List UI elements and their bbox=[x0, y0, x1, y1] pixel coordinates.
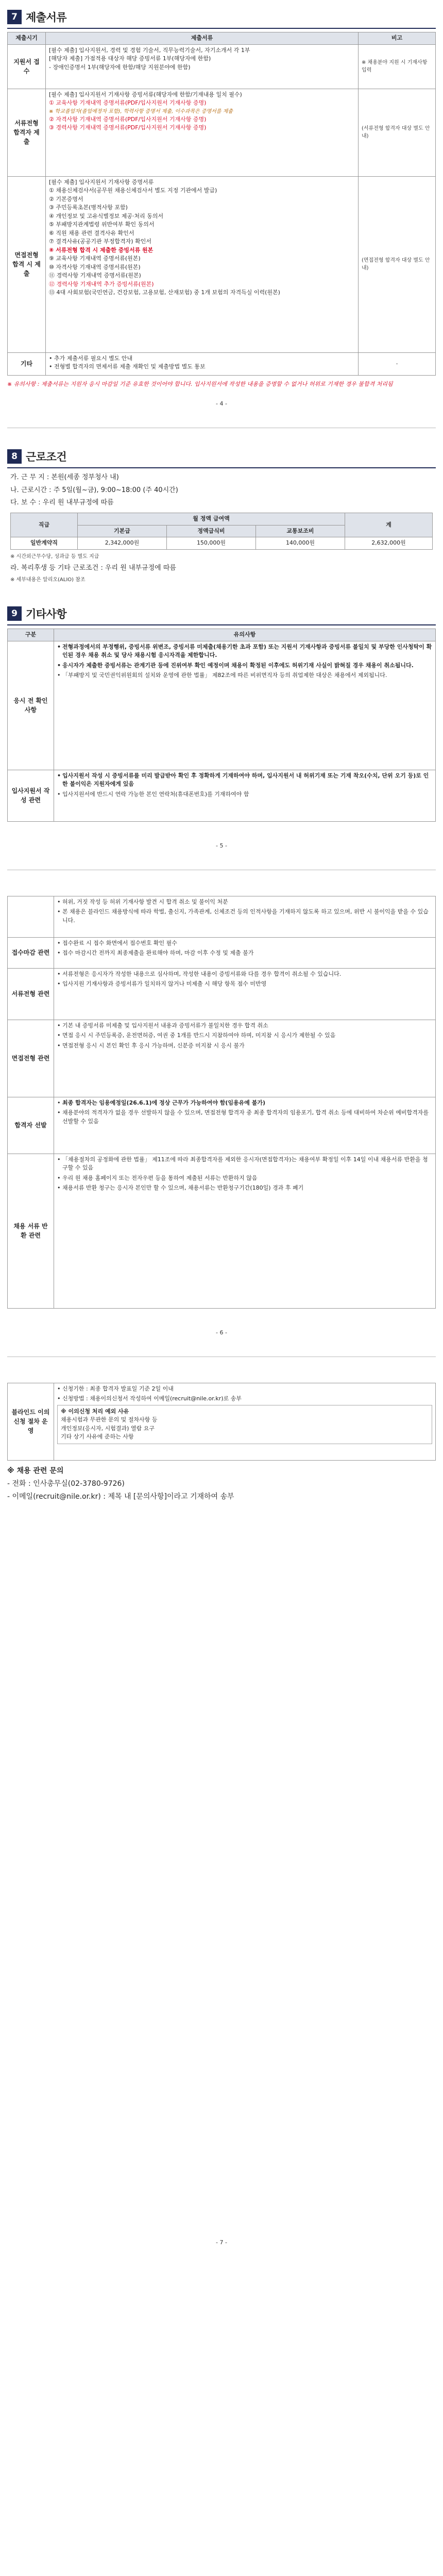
section-title: 기타사항 bbox=[26, 608, 67, 621]
row-label: 면접전형 합격 시 제출 bbox=[8, 176, 46, 352]
section-number: 7 bbox=[7, 10, 22, 24]
col-header: 구분 bbox=[8, 629, 54, 641]
exception-box bbox=[57, 1405, 432, 1444]
exception-item: 기타 상기 사유에 준하는 사항 bbox=[61, 1433, 134, 1440]
table-row bbox=[8, 770, 436, 821]
table-cell: 일반계약직 bbox=[11, 537, 78, 550]
list-item: • 신청방법 : 채용이의신청서 작성하여 이메일(recruit@nile.or.kr)로 송부 bbox=[57, 1395, 432, 1403]
row-label bbox=[8, 896, 54, 937]
table-row bbox=[8, 176, 436, 352]
doc-line: [필수 제출] 입사지원서 기재사항 증빙서류(해당자에 한함/기재내용 일치 필수) bbox=[49, 91, 242, 98]
doc-line: ② 기본증명서 bbox=[49, 195, 83, 202]
col-header: 제출서류 bbox=[46, 32, 359, 45]
section-8-header bbox=[7, 449, 436, 464]
table-row bbox=[8, 896, 436, 937]
section-rule bbox=[7, 467, 436, 468]
doc-line: ⑨ 교육사항 기재내역 증명서류(원본) bbox=[49, 255, 141, 262]
doc-line: ① 교육사항 기재내역 증명서류(PDF/입사지원서 기재사항 증명) bbox=[49, 99, 207, 106]
work-hours: 나. 근로시간 : 주 5일(월~금), 9:00~18:00 (주 40시간) bbox=[10, 486, 178, 494]
doc-line: • 전형별 합격자의 면제서류 제출 재확인 및 제출방법 별도 통보 bbox=[49, 363, 206, 370]
list-item: • 채용서류 반환 청구는 응시자 본인만 할 수 있으며, 채용서류는 반환청구기간(180일) 경과 후 폐기 bbox=[57, 1184, 432, 1193]
row-label: 합격자 선발 bbox=[8, 1097, 54, 1154]
salary-footnote: ※ 시간외근무수당, 성과급 등 별도 지급 bbox=[10, 553, 99, 560]
list-item: • 본 채용은 블라인드 채용방식에 따라 학벌, 출신지, 가족관계, 신체조건 등의 인적사항을 기재하지 않도록 하고 있으며, 위반 시 불이익을 받을 수 있습니다. bbox=[57, 908, 432, 925]
list-item: • 서류전형은 응시자가 작성한 내용으로 심사하며, 작성한 내용이 증빙서류와 다를 경우 합격이 취소될 수 있습니다. bbox=[57, 970, 432, 979]
notes-table bbox=[7, 629, 436, 822]
page-number: - 6 - bbox=[216, 1329, 227, 1336]
table-row bbox=[8, 1383, 436, 1460]
objection-table bbox=[7, 1383, 436, 1461]
exception-item: 개인정보(응시자, 시험결과) 열람 요구 bbox=[61, 1425, 155, 1432]
row-label: 기타 bbox=[8, 352, 46, 375]
row-content bbox=[54, 937, 436, 968]
doc-line: [필수 제출] 입사지원서 기재사항 증명서류 bbox=[49, 178, 154, 185]
table-row bbox=[8, 1154, 436, 1308]
table-cell: 140,000원 bbox=[256, 537, 345, 550]
doc-line: ① 채용신체검사서(공무원 채용신체검사서 별도 지정 기관에서 발급) bbox=[49, 187, 217, 194]
list-item: • 신청기한 : 최종 합격자 발표일 기준 2일 이내 bbox=[57, 1385, 432, 1394]
page-number: - 5 - bbox=[216, 842, 227, 849]
table-row bbox=[8, 1097, 436, 1154]
row-label: 서류전형 관련 bbox=[8, 968, 54, 1020]
section-number: 9 bbox=[7, 606, 22, 621]
table-row bbox=[8, 1020, 436, 1097]
table-row bbox=[8, 641, 436, 770]
section-rule bbox=[7, 624, 436, 625]
row-content bbox=[46, 176, 359, 352]
row-content bbox=[54, 1383, 436, 1460]
doc-line: ⑫ 경력사항 기재내역 추가 증빙서류(원본) bbox=[49, 280, 154, 287]
row-content bbox=[46, 44, 359, 89]
row-label: 응시 전 확인 사항 bbox=[8, 641, 54, 770]
row-content bbox=[54, 1020, 436, 1097]
doc-line: - 장애인증명서 1부(해당자에 한함/해당 지원분야에 한함) bbox=[49, 63, 191, 71]
row-label: 지원서 접수 bbox=[8, 44, 46, 89]
documents-table bbox=[7, 32, 436, 376]
doc-line: ⑬ 4대 사회보험(국민연금, 건강보험, 고용보험, 산재보험) 중 1개 보험의 자격득실 이력(원본) bbox=[49, 289, 280, 296]
row-content bbox=[54, 641, 436, 770]
table-row bbox=[8, 968, 436, 1020]
doc-line: ※ 학교졸업자(졸업예정자 포함), 학력사항 증명서 제출, 이수과목은 증명서를 제출 bbox=[49, 108, 233, 114]
col-header: 유의사항 bbox=[54, 629, 436, 641]
list-item: • 면접전형 응시 시 본인 확인 후 응시 가능하며, 신분증 미지참 시 응시 불가 bbox=[57, 1042, 432, 1050]
list-item-text: 최종 합격자는 임용예정일(26.6.1)에 정상 근무가 가능하여야 함(임용유예 불가) bbox=[62, 1099, 266, 1106]
table-cell: 2,342,000원 bbox=[78, 537, 167, 550]
contact-block bbox=[7, 1465, 436, 1504]
section-7-header bbox=[7, 9, 436, 25]
doc-line: ⑤ 부패방지관계법령 위반여부 확인 동의서 bbox=[49, 221, 155, 228]
list-item: • 응시자가 제출한 증빙서류는 관계기관 등에 진위여부 확인 예정이며 채용이 확정된 이후에도 허위기재 사실이 밝혀질 경우 채용이 취소됩니다. bbox=[57, 662, 432, 670]
doc-line: ② 자격사항 기재내역 증명서류(PDF/입사지원서 기재사항 증명) bbox=[49, 115, 207, 123]
doc-line: ③ 주민등록초본(병적사항 포함) bbox=[49, 204, 128, 211]
work-location: 가. 근 무 지 : 본원(세종 정부청사 내) bbox=[10, 473, 119, 482]
row-content bbox=[54, 1154, 436, 1308]
doc-line: • 추가 제출서류 필요시 별도 안내 bbox=[49, 354, 133, 362]
section-title: 근로조건 bbox=[26, 451, 67, 464]
caution-note: ※ 유의사항 : 제출서류는 지원자 응시 마감일 기준 유효한 것이어야 합니다. 입사지원서에 작성한 내용을 증명할 수 없거나 허위로 기재한 경우 불합격 처리됨 bbox=[7, 380, 393, 387]
col-header: 기본급 bbox=[78, 525, 167, 537]
row-remark: (서류전형 합격자 대상 별도 안내) bbox=[359, 89, 436, 176]
table-cell: 2,632,000원 bbox=[345, 537, 433, 550]
contact-email: - 이메일(recruit@nile.or.kr) : 제목 내 [문의사항]이라고 기재하여 송부 bbox=[7, 1493, 234, 1501]
col-header: 직급 bbox=[11, 513, 78, 537]
row-label: 서류전형 합격자 제출 bbox=[8, 89, 46, 176]
list-item: • 「부패방지 및 국민권익위원회의 설치와 운영에 관한 법률」 제82조에 따른 비위면직자 등의 취업제한 대상은 채용에서 제외됩니다. bbox=[57, 671, 432, 680]
exception-item: 채용시험과 무관한 문의 및 절차사항 등 bbox=[61, 1416, 158, 1423]
col-header: 비고 bbox=[359, 32, 436, 45]
doc-line: ④ 개인정보 및 고유식별정보 제공·처리 동의서 bbox=[49, 212, 164, 219]
row-content bbox=[46, 352, 359, 375]
doc-line: ⑩ 자격사항 기재내역 증명서류(원본) bbox=[49, 263, 141, 270]
list-item: • 허위, 거짓 작성 등 허위 기재사항 발견 시 합격 취소 및 불이익 처분 bbox=[57, 898, 432, 907]
welfare-footnote: ※ 세부내용은 알리오(ALIO) 참조 bbox=[10, 577, 86, 583]
section-number: 8 bbox=[7, 449, 22, 464]
doc-line: ⑦ 결격사유(공공기관 부정합격자) 확인서 bbox=[49, 238, 151, 245]
contact-phone: - 전화 : 인사총무실(02-3780-9726) bbox=[7, 1480, 125, 1488]
col-header: 교통보조비 bbox=[256, 525, 345, 537]
notes-table-continued bbox=[7, 896, 436, 1309]
list-item: • 전형과정에서의 부정행위, 증빙서류 위변조, 증빙서류 미제출(채용기한 초과 포함) 또는 지원서 기재사항과 증빙서류 불일치 및 부당한 인사청탁이 확인된 경우 채용 취소 및 당사 채용시험 응시자격을 제한합니다. bbox=[57, 643, 432, 660]
row-remark: ※ 채용분야 지원 시 기재사항 입력 bbox=[359, 44, 436, 89]
list-item: • 입사지원서에 반드시 연락 가능한 본인 연락처(휴대폰번호)를 기재하여야 함 bbox=[57, 790, 432, 799]
list-item: • 기본 내 증빙서류 미제출 및 입사지원서 내용과 증빙서류가 불일치한 경우 합격 취소 bbox=[57, 1022, 432, 1030]
list-item: • 면접 응시 시 주민등록증, 운전면허증, 여권 중 1개를 반드시 지참하여야 하며, 미지참 시 응시가 제한될 수 있음 bbox=[57, 1031, 432, 1040]
table-row bbox=[8, 937, 436, 968]
row-label: 입사지원서 작성 관련 bbox=[8, 770, 54, 821]
doc-line: ⑪ 경력사항 기재내역 증명서류(원본) bbox=[49, 272, 141, 279]
list-item: • 채용분야의 적격자가 없을 경우 선발하지 않을 수 있으며, 면접전형 합격자 중 최종 합격자의 임용포기, 합격 취소 등에 대비하여 차순위 예비합격자를 선발할 수 있음 bbox=[57, 1109, 432, 1126]
row-label: 채용 서류 반환 관련 bbox=[8, 1154, 54, 1308]
doc-line: ③ 경력사항 기재내역 증명서류(PDF/입사지원서 기재사항 증명) bbox=[49, 124, 207, 131]
row-content bbox=[46, 89, 359, 176]
list-item: • 접수 마감시간 전까지 최종제출을 완료해야 하며, 마감 이후 수정 및 제출 불가 bbox=[57, 949, 432, 958]
page-number: - 7 - bbox=[216, 2239, 227, 2246]
table-row bbox=[8, 352, 436, 375]
table-row bbox=[8, 44, 436, 89]
list-item: • 우리 원 채용 홈페이지 또는 전자우편 등을 통하여 제출된 서류는 반환하지 않음 bbox=[57, 1174, 432, 1183]
row-remark: (면접전형 합격자 대상 별도 안내) bbox=[359, 176, 436, 352]
salary-table bbox=[10, 513, 433, 550]
col-header: 월 정액 급여액 bbox=[78, 513, 345, 526]
salary-line: 다. 보 수 : 우리 원 내부규정에 따름 bbox=[10, 499, 114, 507]
col-header: 계 bbox=[345, 513, 433, 537]
doc-line: ⑧ 서류전형 합격 시 제출한 증빙서류 원본 bbox=[49, 246, 154, 253]
list-item: • 입사지원 기재사항과 증빙서류가 일치하지 않거나 미제출 시 해당 항목 점수 미반영 bbox=[57, 980, 432, 989]
row-content bbox=[54, 968, 436, 1020]
exception-title: ※ 이의신청 처리 예외 사유 bbox=[61, 1408, 129, 1415]
row-remark: - bbox=[359, 352, 436, 375]
section-title: 제출서류 bbox=[26, 11, 67, 24]
row-label: 면접전형 관련 bbox=[8, 1020, 54, 1097]
list-item: • 입사지원서 작성 시 증빙서류를 미리 발급받아 확인 후 정확하게 기재하여야 하며, 입사지원서 내 허위기재 또는 기재 착오(수치, 단위 오기 등)로 인한 불이익은 지원자에게 있음 bbox=[57, 772, 432, 789]
list-item bbox=[57, 1099, 432, 1108]
col-header: 제출시기 bbox=[8, 32, 46, 45]
list-item: • 접수완료 시 접수 화면에서 접수번호 확인 필수 bbox=[57, 939, 432, 948]
section-9-header bbox=[7, 606, 436, 621]
col-header: 정액급식비 bbox=[167, 525, 256, 537]
welfare-line: 라. 복리후생 등 기타 근로조건 : 우리 원 내부규정에 따름 bbox=[10, 564, 176, 572]
section-rule bbox=[7, 28, 436, 29]
row-content bbox=[54, 770, 436, 821]
row-content bbox=[54, 1097, 436, 1154]
doc-line: [필수 제출] 입사지원서, 경력 및 경험 기술서, 직무능력기술서, 자기소개서 각 1부 bbox=[49, 46, 250, 54]
table-row bbox=[8, 89, 436, 176]
doc-line: [해당자 제출] 가점적용 대상자 해당 증빙서류 1부(해당자에 한함) bbox=[49, 55, 211, 62]
doc-line: ⑥ 직원 채용 관련 결격사유 확인서 bbox=[49, 229, 134, 236]
row-content bbox=[54, 896, 436, 937]
page-number: - 4 - bbox=[216, 400, 227, 408]
row-label: 블라인드 이의신청 절차 운영 bbox=[8, 1383, 54, 1460]
table-cell: 150,000원 bbox=[167, 537, 256, 550]
row-label: 접수마감 관련 bbox=[8, 937, 54, 968]
list-item: • 「채용절차의 공정화에 관한 법률」 제11조에 따라 최종합격자를 제외한 응시자(면접합격자)는 채용여부 확정일 이후 14일 이내 채용서류 반환을 청구할 수 있음 bbox=[57, 1156, 432, 1173]
table-row bbox=[11, 537, 433, 550]
contact-title: ※ 채용 관련 문의 bbox=[7, 1466, 64, 1475]
